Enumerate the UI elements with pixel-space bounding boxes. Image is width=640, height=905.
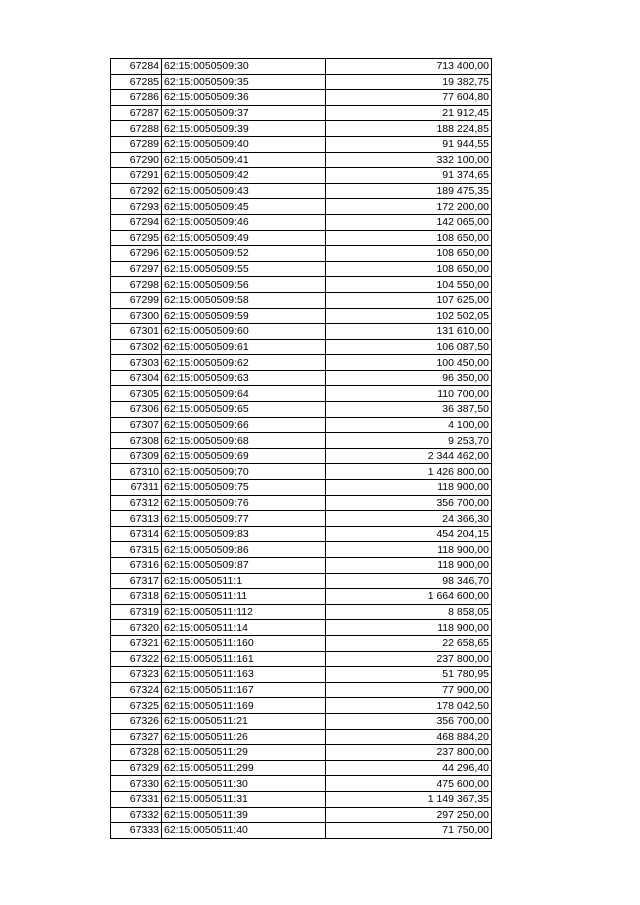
row-number-cell: 67321 [111, 635, 162, 651]
row-number-cell: 67289 [111, 136, 162, 152]
cadastral-number-cell: 62:15:0050509:77 [162, 511, 326, 527]
row-number-cell: 67290 [111, 152, 162, 168]
table-row [111, 261, 492, 277]
value-cell: 713 400,00 [326, 59, 492, 75]
table-row [111, 355, 492, 371]
row-number-cell: 67303 [111, 355, 162, 371]
table-row [111, 745, 492, 761]
table-body [111, 59, 492, 839]
cadastral-number-cell: 62:15:0050509:41 [162, 152, 326, 168]
table-row [111, 74, 492, 90]
table-row [111, 370, 492, 386]
cadastral-number-cell: 62:15:0050511:163 [162, 667, 326, 683]
row-number-cell: 67311 [111, 480, 162, 496]
cadastral-number-cell: 62:15:0050511:299 [162, 760, 326, 776]
table-row [111, 448, 492, 464]
cadastral-number-cell: 62:15:0050511:161 [162, 651, 326, 667]
value-cell: 2 344 462,00 [326, 448, 492, 464]
row-number-cell: 67329 [111, 760, 162, 776]
row-number-cell: 67316 [111, 558, 162, 574]
value-cell: 118 900,00 [326, 558, 492, 574]
cadastral-number-cell: 62:15:0050509:39 [162, 121, 326, 137]
value-cell: 100 450,00 [326, 355, 492, 371]
cadastral-number-cell: 62:15:0050509:35 [162, 74, 326, 90]
cadastral-number-cell: 62:15:0050509:63 [162, 370, 326, 386]
value-cell: 108 650,00 [326, 246, 492, 262]
value-cell: 118 900,00 [326, 542, 492, 558]
table-row [111, 682, 492, 698]
row-number-cell: 67328 [111, 745, 162, 761]
cadastral-number-cell: 62:15:0050509:83 [162, 526, 326, 542]
row-number-cell: 67322 [111, 651, 162, 667]
table-row [111, 90, 492, 106]
table-row [111, 823, 492, 839]
cadastral-number-cell: 62:15:0050511:21 [162, 713, 326, 729]
value-cell: 356 700,00 [326, 495, 492, 511]
value-cell: 356 700,00 [326, 713, 492, 729]
row-number-cell: 67304 [111, 370, 162, 386]
cadastral-number-cell: 62:15:0050509:69 [162, 448, 326, 464]
row-number-cell: 67325 [111, 698, 162, 714]
value-cell: 19 382,75 [326, 74, 492, 90]
table-row [111, 495, 492, 511]
row-number-cell: 67309 [111, 448, 162, 464]
table-row [111, 230, 492, 246]
row-number-cell: 67301 [111, 324, 162, 340]
value-cell: 131 610,00 [326, 324, 492, 340]
value-cell: 1 664 600,00 [326, 589, 492, 605]
table-row [111, 589, 492, 605]
row-number-cell: 67300 [111, 308, 162, 324]
value-cell: 110 700,00 [326, 386, 492, 402]
table-row [111, 480, 492, 496]
cadastral-number-cell: 62:15:0050509:70 [162, 464, 326, 480]
row-number-cell: 67324 [111, 682, 162, 698]
value-cell: 102 502,05 [326, 308, 492, 324]
cadastral-number-cell: 62:15:0050511:169 [162, 698, 326, 714]
cadastral-number-cell: 62:15:0050509:58 [162, 292, 326, 308]
table-row [111, 573, 492, 589]
cadastral-number-cell: 62:15:0050511:29 [162, 745, 326, 761]
table-row [111, 635, 492, 651]
cadastral-number-cell: 62:15:0050511:1 [162, 573, 326, 589]
value-cell: 237 800,00 [326, 651, 492, 667]
row-number-cell: 67305 [111, 386, 162, 402]
table-row [111, 152, 492, 168]
cadastral-number-cell: 62:15:0050509:40 [162, 136, 326, 152]
table-row [111, 651, 492, 667]
table-row [111, 121, 492, 137]
value-cell: 4 100,00 [326, 417, 492, 433]
row-number-cell: 67327 [111, 729, 162, 745]
table-row [111, 277, 492, 293]
table-row [111, 168, 492, 184]
cadastral-number-cell: 62:15:0050509:42 [162, 168, 326, 184]
row-number-cell: 67287 [111, 105, 162, 121]
row-number-cell: 67312 [111, 495, 162, 511]
value-cell: 454 204,15 [326, 526, 492, 542]
cadastral-number-cell: 62:15:0050509:37 [162, 105, 326, 121]
table-row [111, 308, 492, 324]
table-row [111, 542, 492, 558]
cadastral-number-cell: 62:15:0050511:39 [162, 807, 326, 823]
value-cell: 297 250,00 [326, 807, 492, 823]
row-number-cell: 67307 [111, 417, 162, 433]
cadastral-number-cell: 62:15:0050509:65 [162, 402, 326, 418]
cadastral-number-cell: 62:15:0050509:61 [162, 339, 326, 355]
table-row [111, 807, 492, 823]
row-number-cell: 67294 [111, 214, 162, 230]
cadastral-number-cell: 62:15:0050509:46 [162, 214, 326, 230]
cadastral-number-cell: 62:15:0050509:49 [162, 230, 326, 246]
cadastral-number-cell: 62:15:0050509:55 [162, 261, 326, 277]
row-number-cell: 67318 [111, 589, 162, 605]
row-number-cell: 67293 [111, 199, 162, 215]
row-number-cell: 67291 [111, 168, 162, 184]
row-number-cell: 67320 [111, 620, 162, 636]
cadastral-number-cell: 62:15:0050509:64 [162, 386, 326, 402]
table-row [111, 386, 492, 402]
value-cell: 106 087,50 [326, 339, 492, 355]
value-cell: 9 253,70 [326, 433, 492, 449]
row-number-cell: 67319 [111, 604, 162, 620]
table-row [111, 667, 492, 683]
table-row [111, 713, 492, 729]
cadastral-number-cell: 62:15:0050511:11 [162, 589, 326, 605]
table-row [111, 105, 492, 121]
table-row [111, 183, 492, 199]
cadastral-number-cell: 62:15:0050509:43 [162, 183, 326, 199]
table-row [111, 292, 492, 308]
table-row [111, 136, 492, 152]
row-number-cell: 67306 [111, 402, 162, 418]
cadastral-number-cell: 62:15:0050511:40 [162, 823, 326, 839]
row-number-cell: 67297 [111, 261, 162, 277]
value-cell: 1 149 367,35 [326, 791, 492, 807]
value-cell: 142 065,00 [326, 214, 492, 230]
table-row [111, 791, 492, 807]
row-number-cell: 67296 [111, 246, 162, 262]
table-row [111, 729, 492, 745]
row-number-cell: 67299 [111, 292, 162, 308]
value-cell: 237 800,00 [326, 745, 492, 761]
value-cell: 189 475,35 [326, 183, 492, 199]
value-cell: 22 658,65 [326, 635, 492, 651]
value-cell: 1 426 800,00 [326, 464, 492, 480]
value-cell: 24 366,30 [326, 511, 492, 527]
value-cell: 118 900,00 [326, 480, 492, 496]
cadastral-number-cell: 62:15:0050509:87 [162, 558, 326, 574]
table-row [111, 760, 492, 776]
value-cell: 108 650,00 [326, 261, 492, 277]
table-row [111, 402, 492, 418]
cadastral-number-cell: 62:15:0050511:30 [162, 776, 326, 792]
row-number-cell: 67285 [111, 74, 162, 90]
value-cell: 36 387,50 [326, 402, 492, 418]
table-row [111, 433, 492, 449]
cadastral-number-cell: 62:15:0050511:14 [162, 620, 326, 636]
cadastral-number-cell: 62:15:0050509:62 [162, 355, 326, 371]
row-number-cell: 67333 [111, 823, 162, 839]
value-cell: 96 350,00 [326, 370, 492, 386]
table-row [111, 776, 492, 792]
row-number-cell: 67314 [111, 526, 162, 542]
cadastral-number-cell: 62:15:0050511:112 [162, 604, 326, 620]
row-number-cell: 67315 [111, 542, 162, 558]
value-cell: 71 750,00 [326, 823, 492, 839]
row-number-cell: 67331 [111, 791, 162, 807]
value-cell: 468 884,20 [326, 729, 492, 745]
cadastral-number-cell: 62:15:0050509:52 [162, 246, 326, 262]
table-row [111, 199, 492, 215]
value-cell: 188 224,85 [326, 121, 492, 137]
row-number-cell: 67326 [111, 713, 162, 729]
cadastral-number-cell: 62:15:0050511:31 [162, 791, 326, 807]
value-cell: 172 200,00 [326, 199, 492, 215]
value-cell: 44 296,40 [326, 760, 492, 776]
table-row [111, 246, 492, 262]
value-cell: 332 100,00 [326, 152, 492, 168]
cadastral-number-cell: 62:15:0050509:56 [162, 277, 326, 293]
table-row [111, 511, 492, 527]
value-cell: 118 900,00 [326, 620, 492, 636]
row-number-cell: 67330 [111, 776, 162, 792]
value-cell: 475 600,00 [326, 776, 492, 792]
value-cell: 98 346,70 [326, 573, 492, 589]
value-cell: 107 625,00 [326, 292, 492, 308]
row-number-cell: 67302 [111, 339, 162, 355]
row-number-cell: 67288 [111, 121, 162, 137]
row-number-cell: 67298 [111, 277, 162, 293]
cadastral-number-cell: 62:15:0050509:30 [162, 59, 326, 75]
value-cell: 108 650,00 [326, 230, 492, 246]
cadastral-number-cell: 62:15:0050511:160 [162, 635, 326, 651]
row-number-cell: 67292 [111, 183, 162, 199]
row-number-cell: 67308 [111, 433, 162, 449]
cadastral-number-cell: 62:15:0050511:26 [162, 729, 326, 745]
cadastral-number-cell: 62:15:0050509:59 [162, 308, 326, 324]
table-row [111, 339, 492, 355]
row-number-cell: 67323 [111, 667, 162, 683]
table-row [111, 558, 492, 574]
table-row [111, 417, 492, 433]
cadastral-number-cell: 62:15:0050511:167 [162, 682, 326, 698]
table-row [111, 698, 492, 714]
cadastral-number-cell: 62:15:0050509:45 [162, 199, 326, 215]
value-cell: 91 374,65 [326, 168, 492, 184]
table-row [111, 526, 492, 542]
cadastral-number-cell: 62:15:0050509:76 [162, 495, 326, 511]
cadastral-number-cell: 62:15:0050509:36 [162, 90, 326, 106]
row-number-cell: 67313 [111, 511, 162, 527]
table-row [111, 620, 492, 636]
value-cell: 77 604,80 [326, 90, 492, 106]
row-number-cell: 67310 [111, 464, 162, 480]
value-cell: 104 550,00 [326, 277, 492, 293]
value-cell: 51 780,95 [326, 667, 492, 683]
value-cell: 178 042,50 [326, 698, 492, 714]
data-table [110, 58, 492, 839]
value-cell: 91 944,55 [326, 136, 492, 152]
row-number-cell: 67295 [111, 230, 162, 246]
value-cell: 77 900,00 [326, 682, 492, 698]
table-row [111, 59, 492, 75]
value-cell: 21 912,45 [326, 105, 492, 121]
cadastral-number-cell: 62:15:0050509:66 [162, 417, 326, 433]
table-row [111, 464, 492, 480]
table-row [111, 324, 492, 340]
table-row [111, 604, 492, 620]
row-number-cell: 67284 [111, 59, 162, 75]
cadastral-number-cell: 62:15:0050509:60 [162, 324, 326, 340]
row-number-cell: 67332 [111, 807, 162, 823]
table-row [111, 214, 492, 230]
cadastral-number-cell: 62:15:0050509:86 [162, 542, 326, 558]
row-number-cell: 67286 [111, 90, 162, 106]
cadastral-number-cell: 62:15:0050509:68 [162, 433, 326, 449]
value-cell: 8 858,05 [326, 604, 492, 620]
cadastral-number-cell: 62:15:0050509:75 [162, 480, 326, 496]
row-number-cell: 67317 [111, 573, 162, 589]
